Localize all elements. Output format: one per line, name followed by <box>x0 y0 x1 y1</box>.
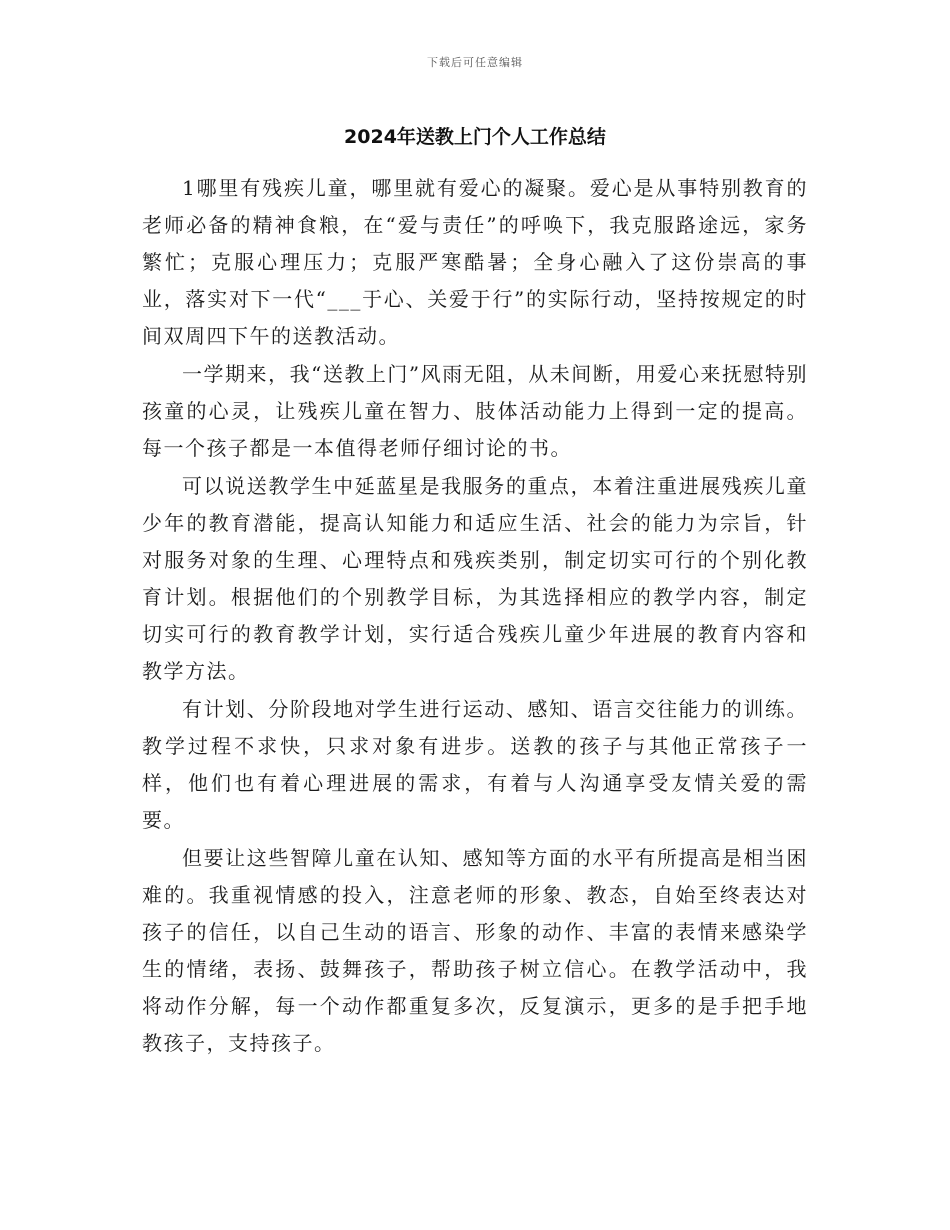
paragraph-4: 有计划、分阶段地对学生进行运动、感知、语言交往能力的训练。教学过程不求快，只求对象有进步。送教的孩子与其他正常孩子一样，他们也有着心理进展的需求，有着与人沟通享受友情关爱的需要。 <box>142 697 808 832</box>
header-note: 下载后可任意编辑 <box>427 56 523 69</box>
document-title: 2024年送教上门个人工作总结 <box>344 126 606 148</box>
document-body <box>142 170 808 1063</box>
paragraph-1: 1哪里有残疾儿童，哪里就有爱心的凝聚。爱心是从事特别教育的老师必备的精神食粮，在“爱与责任”的呼唤下，我克服路途远，家务繁忙；克服心理压力；克服严寒酷暑；全身心融入了这份崇高的事业，落实对下一代“___于心、关爱于行”的实际行动，坚持按规定的时间双周四下午的送教活动。 <box>142 176 808 348</box>
paragraph-2: 一学期来，我“送教上门”风雨无阻，从未间断，用爱心来抚慰特别孩童的心灵，让残疾儿童在智力、肢体活动能力上得到一定的提高。每一个孩子都是一本值得老师仔细讨论的书。 <box>142 362 808 460</box>
paragraph-3: 可以说送教学生中延蓝星是我服务的重点，本着注重进展残疾儿童少年的教育潜能，提高认知能力和适应生活、社会的能力为宗旨，针对服务对象的生理、心理特点和残疾类别，制定切实可行的个别化教育计划。根据他们的个别教学目标，为其选择相应的教学内容，制定切实可行的教育教学计划，实行适合残疾儿童少年进展的教育内容和教学方法。 <box>142 474 808 683</box>
paragraph-5: 但要让这些智障儿童在认知、感知等方面的水平有所提高是相当困难的。我重视情感的投入，注意老师的形象、教态，自始至终表达对孩子的信任，以自己生动的语言、形象的动作、丰富的表情来感染学生的情绪，表扬、鼓舞孩子，帮助孩子树立信心。在教学活动中，我将动作分解，每一个动作都重复多次，反复演示，更多的是手把手地教孩子，支持孩子。 <box>142 846 808 1055</box>
